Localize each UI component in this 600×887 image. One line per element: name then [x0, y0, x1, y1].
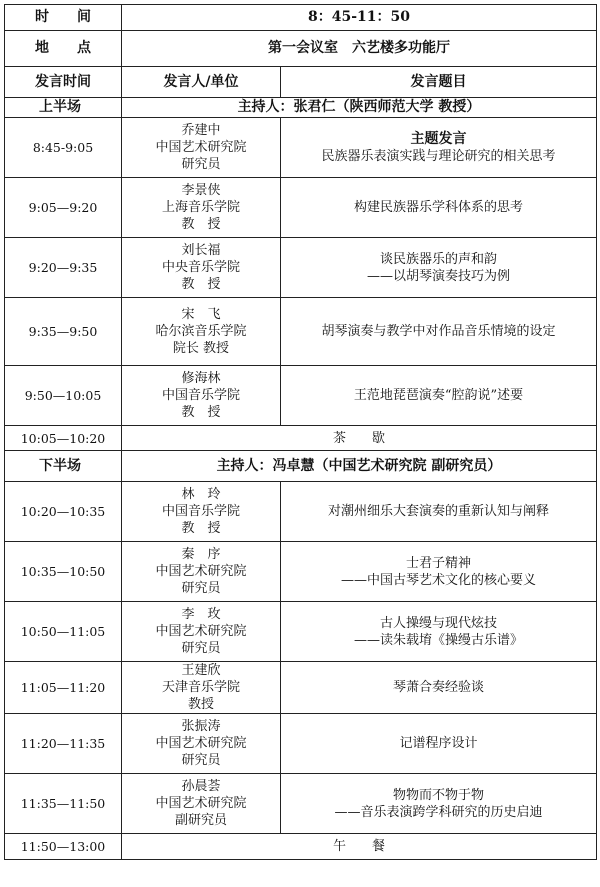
row-time: 11:50—13:00	[5, 834, 122, 860]
topic-subtitle: ——以胡琴演奏技巧为例	[366, 268, 510, 284]
topic-cell	[281, 602, 597, 662]
speaker-cell	[122, 178, 281, 238]
speaker-name: 李景侠	[181, 183, 221, 198]
speaker-cell	[122, 714, 281, 774]
topic-title: 琴萧合奏经验谈	[392, 680, 484, 695]
break-row	[5, 834, 597, 860]
table-row	[5, 714, 597, 774]
speaker-unit: 中国音乐学院	[161, 388, 240, 403]
break-row	[5, 426, 597, 451]
column-topic: 发言题目	[281, 67, 597, 98]
topic-cell	[281, 482, 597, 542]
speaker-unit: 上海音乐学院	[161, 200, 240, 215]
session-host-second: 主持人：冯卓慧（中国艺术研究院 副研究员）	[122, 451, 597, 482]
table-row	[5, 178, 597, 238]
row-time: 11:20—11:35	[5, 714, 122, 774]
topic-title: 主题发言	[410, 130, 467, 147]
table-row	[5, 366, 597, 426]
topic-title: 物物而不物于物	[392, 787, 484, 803]
topic-cell	[281, 366, 597, 426]
speaker-name: 张振涛	[181, 719, 221, 734]
column-header-row	[5, 67, 597, 98]
speaker-name: 宋 飞	[181, 307, 221, 322]
topic-subtitle: 民族器乐表演实践与理论研究的相关思考	[321, 148, 556, 164]
speaker-name: 刘长福	[181, 243, 221, 258]
row-time: 10:05—10:20	[5, 426, 122, 451]
table-row	[5, 238, 597, 298]
table-row	[5, 298, 597, 366]
speaker-title: 研究员	[181, 641, 221, 656]
row-time: 9:50—10:05	[5, 366, 122, 426]
topic-title: 士君子精神	[405, 555, 471, 571]
break-label: 茶 歇	[122, 426, 597, 451]
speaker-name: 乔建中	[181, 123, 221, 138]
header-time-row	[5, 5, 597, 31]
speaker-cell	[122, 366, 281, 426]
topic-title: 对潮州细乐大套演奏的重新认知与阐释	[327, 504, 549, 519]
session-row-first	[5, 98, 597, 118]
speaker-cell	[122, 542, 281, 602]
speaker-unit: 中国艺术研究院	[155, 624, 247, 639]
table-row	[5, 662, 597, 714]
topic-cell	[281, 714, 597, 774]
time-label: 时 间	[5, 5, 122, 31]
speaker-title: 教授	[187, 697, 214, 712]
topic-title: 谈民族器乐的声和韵	[379, 251, 497, 267]
speaker-cell	[122, 118, 281, 178]
topic-cell	[281, 542, 597, 602]
speaker-title: 教 授	[181, 521, 221, 536]
row-time: 8:45-9:05	[5, 118, 122, 178]
speaker-title: 研究员	[181, 581, 221, 596]
speaker-unit: 中国音乐学院	[161, 504, 240, 519]
speaker-name: 孙晨荟	[181, 779, 221, 794]
session-label-second: 下半场	[5, 451, 122, 482]
schedule-table	[4, 4, 597, 860]
table-row	[5, 482, 597, 542]
speaker-name: 修海林	[181, 371, 221, 386]
column-speaker: 发言人/单位	[122, 67, 281, 98]
speaker-unit: 天津音乐学院	[161, 680, 240, 695]
speaker-title: 研究员	[181, 753, 221, 768]
speaker-cell	[122, 238, 281, 298]
speaker-name: 李 玫	[181, 607, 221, 622]
row-time: 11:05—11:20	[5, 662, 122, 714]
place-label: 地 点	[5, 31, 122, 67]
topic-cell	[281, 774, 597, 834]
speaker-title: 副研究员	[174, 813, 227, 828]
row-time: 10:20—10:35	[5, 482, 122, 542]
column-time: 发言时间	[5, 67, 122, 98]
row-time: 11:35—11:50	[5, 774, 122, 834]
row-time: 9:05—9:20	[5, 178, 122, 238]
topic-cell	[281, 238, 597, 298]
speaker-unit: 中国艺术研究院	[155, 564, 247, 579]
speaker-name: 王建欣	[181, 663, 221, 678]
speaker-cell	[122, 298, 281, 366]
topic-cell	[281, 662, 597, 714]
speaker-name: 林 玲	[181, 487, 221, 502]
topic-cell	[281, 178, 597, 238]
topic-title: 记谱程序设计	[399, 736, 478, 751]
topic-title: 古人操缦与现代炫技	[379, 615, 497, 631]
speaker-unit: 中央音乐学院	[161, 260, 240, 275]
speaker-title: 教 授	[181, 405, 221, 420]
speaker-unit: 哈尔滨音乐学院	[155, 324, 247, 339]
session-host-first: 主持人：张君仁（陕西师范大学 教授）	[122, 98, 597, 118]
speaker-cell	[122, 602, 281, 662]
table-row	[5, 542, 597, 602]
row-time: 9:35—9:50	[5, 298, 122, 366]
speaker-name: 秦 序	[181, 547, 221, 562]
table-row	[5, 118, 597, 178]
topic-subtitle: ——读朱载堉《操缦古乐谱》	[353, 632, 523, 648]
header-place-row	[5, 31, 597, 67]
speaker-cell	[122, 482, 281, 542]
speaker-title: 教 授	[181, 217, 221, 232]
time-value: 8：45-11：50	[122, 5, 597, 31]
row-time: 9:20—9:35	[5, 238, 122, 298]
table-row	[5, 774, 597, 834]
table-row	[5, 602, 597, 662]
speaker-unit: 中国艺术研究院	[155, 736, 247, 751]
row-time: 10:50—11:05	[5, 602, 122, 662]
speaker-title: 研究员	[181, 157, 221, 172]
place-value: 第一会议室 六艺楼多功能厅	[122, 31, 597, 67]
topic-cell	[281, 118, 597, 178]
speaker-cell	[122, 774, 281, 834]
session-label-first: 上半场	[5, 98, 122, 118]
speaker-unit: 中国艺术研究院	[155, 140, 247, 155]
topic-title: 王范地琵琶演奏“腔韵说”述要	[353, 388, 524, 403]
break-label: 午 餐	[122, 834, 597, 860]
speaker-unit: 中国艺术研究院	[155, 796, 247, 811]
speaker-title: 院长 教授	[172, 341, 230, 356]
topic-subtitle: ——中国古琴艺术文化的核心要义	[340, 572, 536, 588]
topic-cell	[281, 298, 597, 366]
speaker-cell	[122, 662, 281, 714]
topic-title: 构建民族器乐学科体系的思考	[353, 200, 523, 215]
topic-title: 胡琴演奏与教学中对作品音乐情境的设定	[321, 324, 556, 339]
row-time: 10:35—10:50	[5, 542, 122, 602]
session-row-second	[5, 451, 597, 482]
speaker-title: 教 授	[181, 277, 221, 292]
topic-subtitle: ——音乐表演跨学科研究的历史启迪	[334, 804, 543, 820]
